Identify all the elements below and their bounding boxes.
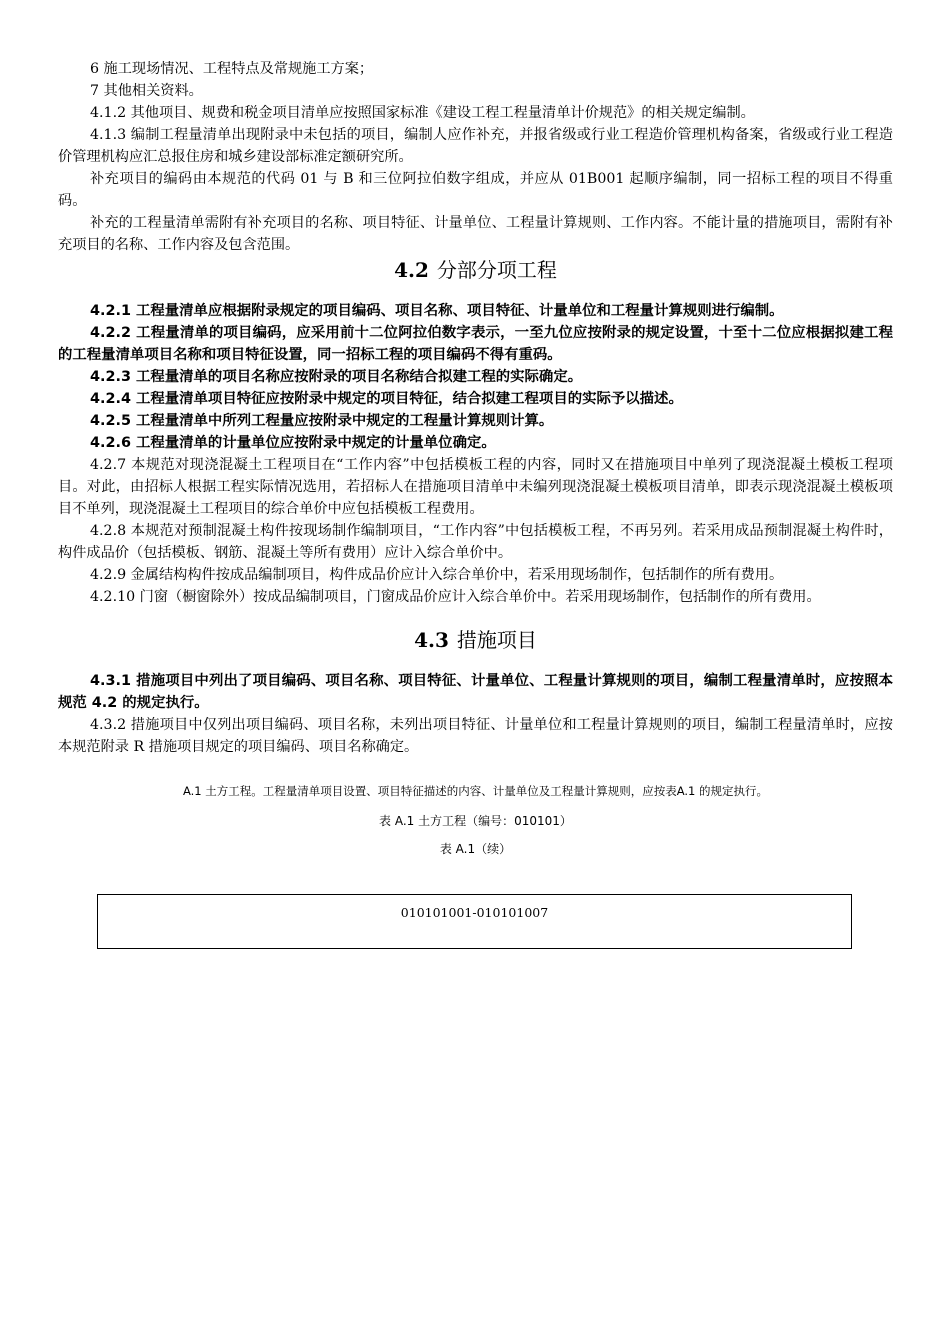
clause-4-3-1: 4.3.1 措施项目中列出了项目编码、项目名称、项目特征、计量单位、工程量计算规则的项目，编制工程量清单时，应按照本规范 4.2 的规定执行。 bbox=[58, 673, 893, 711]
clause-4-2-4: 4.2.4 工程量清单项目特征应按附录中规定的项目特征，结合拟建工程项目的实际予以描述。 bbox=[90, 391, 683, 407]
clause-4-2-7: 4.2.7 本规范对现浇混凝土工程项目在“工作内容”中包括模板工程的内容，同时又在措施项目中单列了现浇混凝土模板工程项目。对此，由招标人根据工程实际情况选用，若招标人在措施项目清单中未编列现浇混凝土模板项目清单，即表示现浇混凝土模板项目不单列，现浇混凝土工程项目的综合单价中应包括模板工程费用。 bbox=[58, 457, 893, 517]
clause-4-2-6: 4.2.6 工程量清单的计量单位应按附录中规定的计量单位确定。 bbox=[90, 435, 496, 451]
table-code-range: 010101001-010101007 bbox=[400, 905, 549, 920]
table-caption: 表 A.1 土方工程（编号：010101） bbox=[379, 814, 572, 828]
section-number: 4.3 bbox=[414, 628, 449, 652]
section-heading-4-2 bbox=[58, 256, 893, 284]
clause-4-2-3: 4.2.3 工程量清单的项目名称应按附录的项目名称结合拟建工程的实际确定。 bbox=[90, 369, 583, 385]
section-number: 4.2 bbox=[394, 258, 429, 282]
clause-4-2-8: 4.2.8 本规范对预制混凝土构件按现场制作编制项目，“工作内容”中包括模板工程，不再另列。若采用成品预制混凝土构件时，构件成品价（包括模板、钢筋、混凝土等所有费用）应计入综合单价中。 bbox=[58, 523, 893, 561]
supplement-coding-paragraph: 补充项目的编码由本规范的代码 01 与 B 和三位阿拉伯数字组成，并应从 01B001 起顺序编制，同一招标工程的项目不得重码。 bbox=[58, 171, 893, 209]
clause-4-2-10: 4.2.10 门窗（橱窗除外）按成品编制项目，门窗成品价应计入综合单价中。若采用现场制作，包括制作的所有费用。 bbox=[90, 589, 821, 605]
section-title: 措施项目 bbox=[456, 628, 537, 652]
clause-4-3-2: 4.3.2 措施项目中仅列出项目编码、项目名称，未列出项目特征、计量单位和工程量计算规则的项目，编制工程量清单时，应按本规范附录 R 措施项目规定的项目编码、项目名称确定。 bbox=[58, 717, 893, 755]
intro-item-7: 7 其他相关资料。 bbox=[90, 83, 203, 99]
document-page bbox=[58, 58, 893, 858]
supplement-content-paragraph: 补充的工程量清单需附有补充项目的名称、项目特征、计量单位、工程量计算规则、工作内容。不能计量的措施项目，需附有补充项目的名称、工作内容及包含范围。 bbox=[58, 215, 893, 253]
appendix-a1-note: A.1 土方工程。工程量清单项目设置、项目特征描述的内容、计量单位及工程量计算规则，应按表A.1 的规定执行。 bbox=[182, 784, 769, 798]
clause-4-1-2: 4.1.2 其他项目、规费和税金项目清单应按照国家标准《建设工程工程量清单计价规范》的相关规定编制。 bbox=[90, 105, 755, 121]
intro-item-6: 6 施工现场情况、工程特点及常规施工方案； bbox=[90, 61, 374, 77]
clause-4-2-9: 4.2.9 金属结构构件按成品编制项目，构件成品价应计入综合单价中，若采用现场制作，包括制作的所有费用。 bbox=[90, 567, 784, 583]
clause-4-2-1: 4.2.1 工程量清单应根据附录规定的项目编码、项目名称、项目特征、计量单位和工程量计算规则进行编制。 bbox=[90, 303, 784, 319]
table-a1 bbox=[97, 894, 852, 949]
clause-4-2-5: 4.2.5 工程量清单中所列工程量应按附录中规定的工程量计算规则计算。 bbox=[90, 413, 554, 429]
clause-4-2-2: 4.2.2 工程量清单的项目编码，应采用前十二位阿拉伯数字表示，一至九位应按附录的规定设置，十至十二位应根据拟建工程的工程量清单项目名称和项目特征设置，同一招标工程的项目编码不得有重码。 bbox=[58, 325, 893, 363]
table-continued-caption: 表 A.1（续） bbox=[439, 842, 512, 856]
section-title: 分部分项工程 bbox=[436, 258, 557, 282]
clause-4-1-3: 4.1.3 编制工程量清单出现附录中未包括的项目，编制人应作补充，并报省级或行业工程造价管理机构备案，省级或行业工程造价管理机构应汇总报住房和城乡建设部标准定额研究所。 bbox=[58, 127, 893, 165]
section-heading-4-3 bbox=[58, 626, 893, 654]
